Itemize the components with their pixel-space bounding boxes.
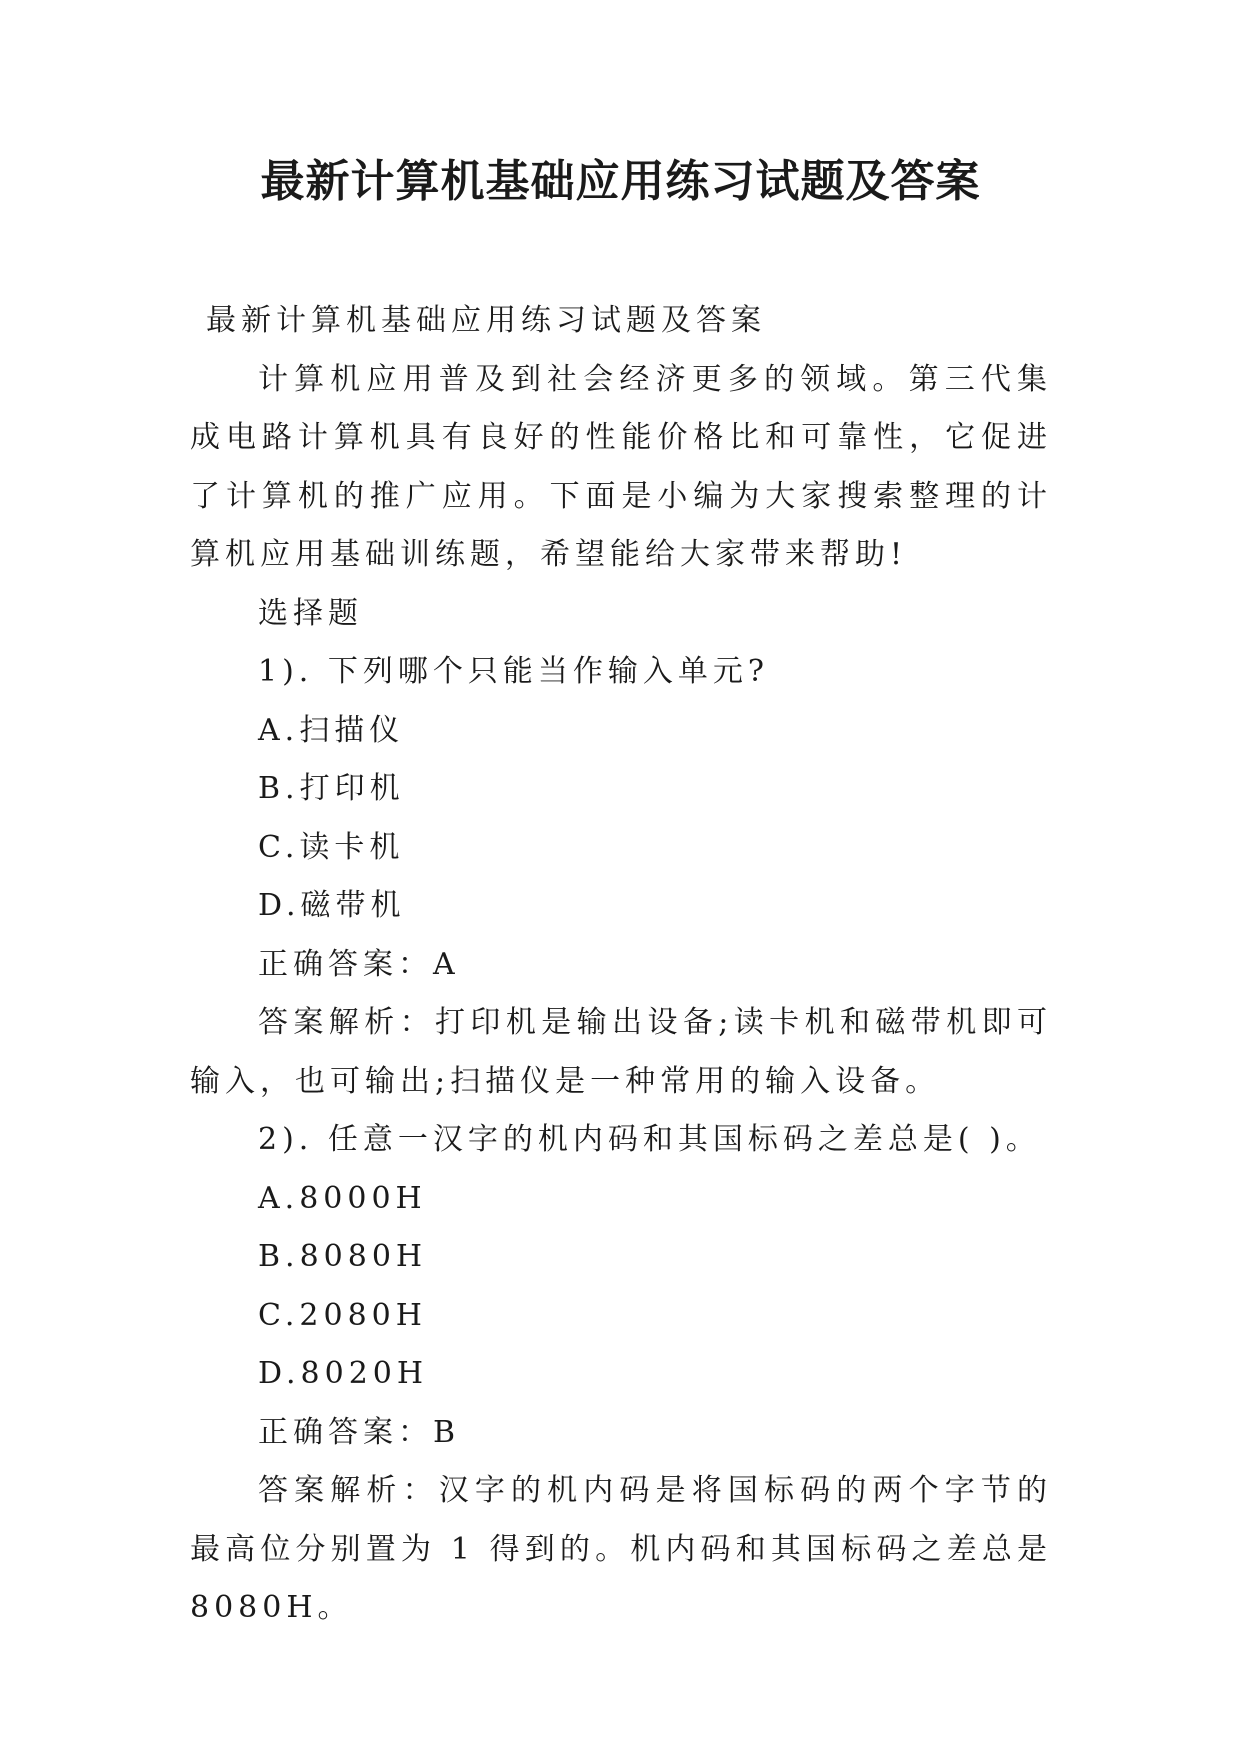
correct-answer: 正确答案：B	[258, 1414, 461, 1450]
question-option: C.读卡机	[258, 829, 405, 865]
document-subtitle: 最新计算机基础应用练习试题及答案	[206, 303, 766, 338]
answer-analysis: 答案解析：汉字的机内码是将国标码的两个字节的最高位分别置为 1 得到的。机内码和其国标码之差总是8080H。	[190, 1473, 1052, 1625]
question-stem: 2). 任意一汉字的机内码和其国标码之差总是( )。	[258, 1122, 1041, 1157]
document-body	[190, 292, 1052, 1638]
question-option: B.8080H	[258, 1239, 428, 1274]
answer-analysis: 答案解析：打印机是输出设备;读卡机和磁带机即可输入，也可输出;扫描仪是一种常用的输入设备。	[190, 1005, 1052, 1099]
question-option: B.打印机	[258, 771, 405, 806]
intro-paragraph: 计算机应用普及到社会经济更多的领域。第三代集成电路计算机具有良好的性能价格比和可靠性，它促进了计算机的推广应用。下面是小编为大家搜索整理的计算机应用基础训练题，希望能给大家带来帮助!	[190, 361, 1052, 572]
question-stem: 1). 下列哪个只能当作输入单元?	[258, 654, 769, 689]
question-option: A.扫描仪	[258, 712, 405, 748]
section-heading: 选择题	[258, 595, 363, 631]
page-title: 最新计算机基础应用练习试题及答案	[260, 156, 981, 207]
question-option: C.2080H	[258, 1297, 427, 1333]
question-option: D.8020H	[258, 1356, 429, 1391]
correct-answer: 正确答案：A	[258, 946, 460, 982]
question-option: A.8000H	[258, 1180, 427, 1216]
question-option: D.磁带机	[258, 888, 406, 923]
